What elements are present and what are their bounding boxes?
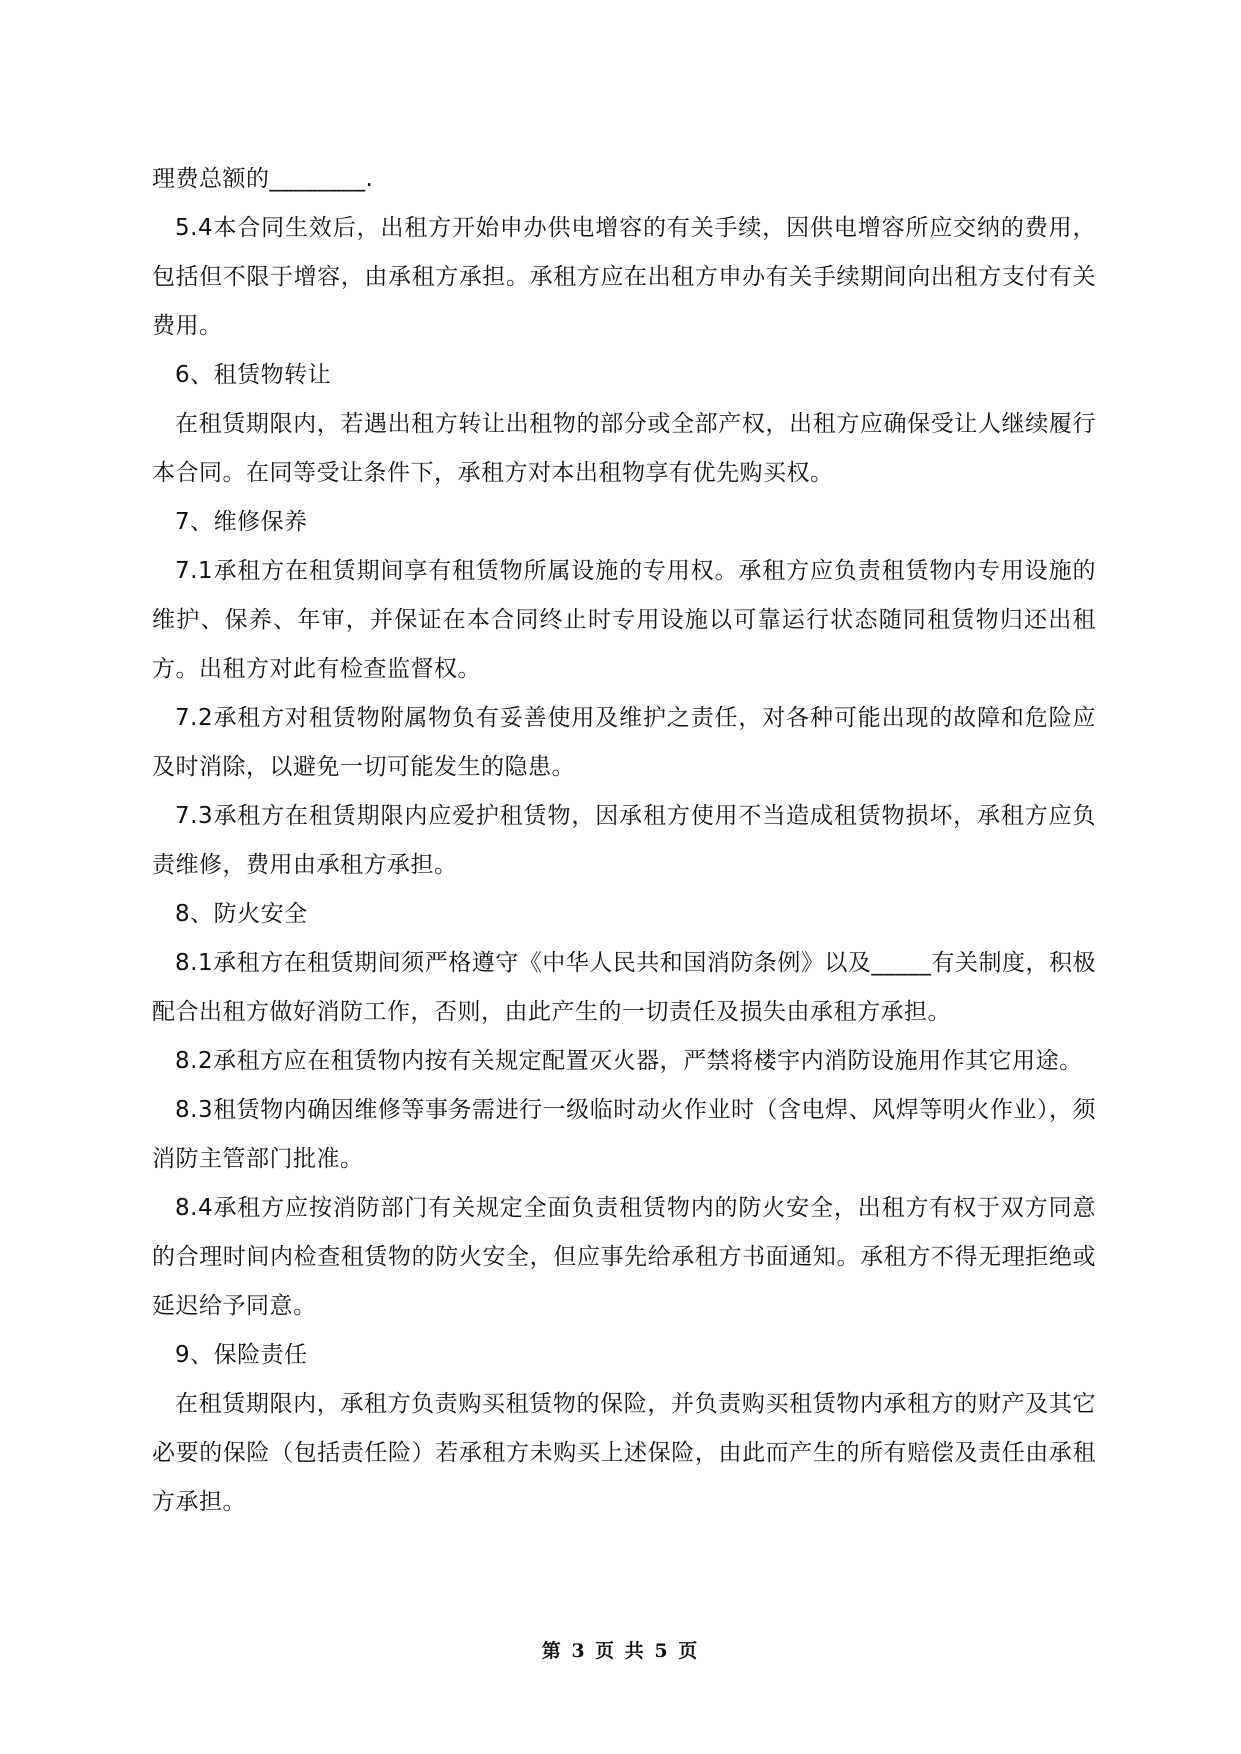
paragraph: 8.1承租方在租赁期间须严格遵守《中华人民共和国消防条例》以及_____有关制度，积极配合出租方做好消防工作，否则，由此产生的一切责任及损失由承租方承担。 [152, 950, 1096, 1025]
paragraph: 7.1承租方在租赁期间享有租赁物所属设施的专用权。承租方应负责租赁物内专用设施的维护、保养、年审，并保证在本合同终止时专用设施以可靠运行状态随同租赁物归还出租方。出租方对此有检查监督权。 [152, 558, 1096, 682]
section-heading: 8、防火安全 [175, 901, 308, 927]
paragraph: 在租赁期限内，承租方负责购买租赁物的保险，并负责购买租赁物内承租方的财产及其它必要的保险（包括责任险）若承租方未购买上述保险，由此而产生的所有赔偿及责任由承租方承担。 [152, 1391, 1096, 1515]
section-heading: 9、保险责任 [175, 1342, 308, 1368]
paragraph: 8.3租赁物内确因维修等事务需进行一级临时动火作业时（含电焊、风焊等明火作业），须消防主管部门批准。 [152, 1097, 1096, 1172]
paragraph: 7.2承租方对租赁物附属物负有妥善使用及维护之责任，对各种可能出现的故障和危险应及时消除，以避免一切可能发生的隐患。 [152, 705, 1096, 780]
paragraph: 7.3承租方在租赁期限内应爱护租赁物，因承租方使用不当造成租赁物损坏，承租方应负责维修，费用由承租方承担。 [152, 803, 1096, 878]
page-number-footer: 第 3 页 共 5 页 [541, 1640, 700, 1662]
section-heading: 6、租赁物转让 [175, 362, 332, 388]
paragraph: 5.4本合同生效后，出租方开始申办供电增容的有关手续，因供电增容所应交纳的费用，包括但不限于增容，由承租方承担。承租方应在出租方申办有关手续期间向出租方支付有关费用。 [152, 215, 1096, 339]
paragraph: 理费总额的________. [152, 166, 374, 192]
paragraph: 8.4承租方应按消防部门有关规定全面负责租赁物内的防火安全，出租方有权于双方同意的合理时间内检查租赁物的防火安全，但应事先给承租方书面通知。承租方不得无理拒绝或延迟给予同意。 [152, 1195, 1096, 1319]
document-body [152, 155, 1096, 1527]
paragraph: 在租赁期限内，若遇出租方转让出租物的部分或全部产权，出租方应确保受让人继续履行本合同。在同等受让条件下，承租方对本出租物享有优先购买权。 [152, 411, 1096, 486]
paragraph: 8.2承租方应在租赁物内按有关规定配置灭火器，严禁将楼宇内消防设施用作其它用途。 [175, 1048, 1083, 1074]
section-heading: 7、维修保养 [175, 509, 308, 535]
